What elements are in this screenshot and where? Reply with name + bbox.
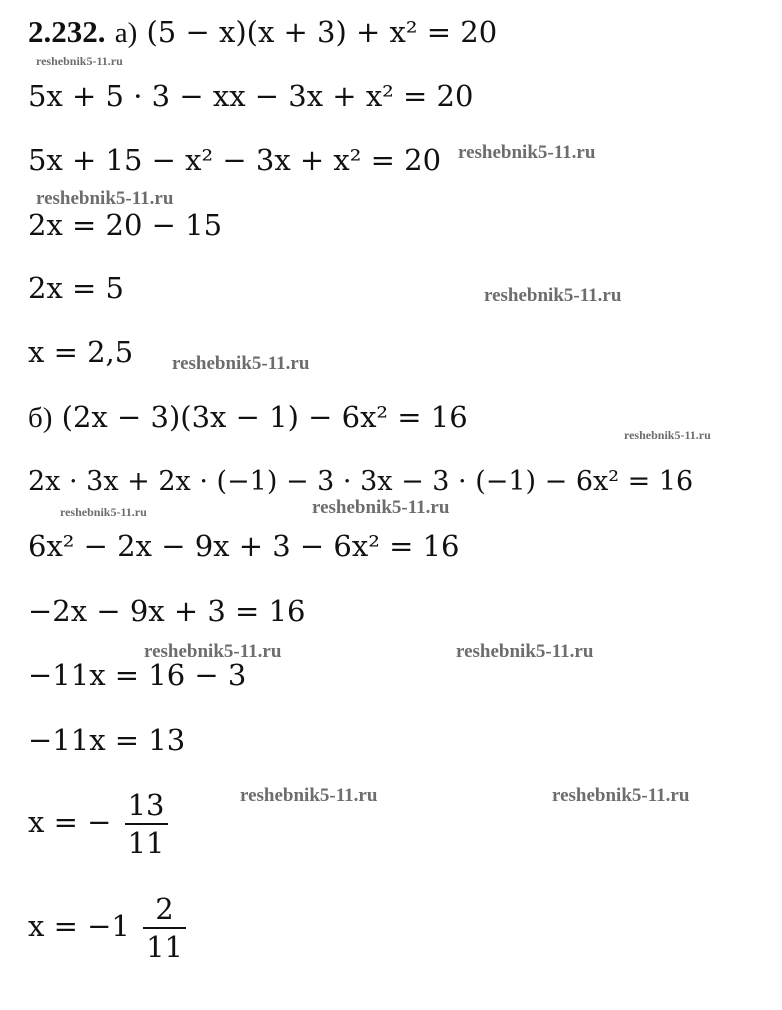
part-a-step-3: 2x = 20 − 15	[28, 208, 223, 242]
part-b-label: б)	[28, 402, 53, 434]
result-1-numerator: 13	[125, 787, 168, 825]
part-a-step-1: 5x + 5 · 3 − xx − 3x + x² = 20	[28, 79, 474, 113]
part-a-step-5: x = 2,5	[28, 335, 134, 369]
watermark: reshebnik5-11.ru	[36, 54, 123, 68]
watermark: reshebnik5-11.ru	[624, 428, 711, 442]
result-2-fraction	[143, 891, 186, 965]
part-b-equation: (2x − 3)(3x − 1) − 6x² = 16	[61, 400, 468, 434]
part-b-step-1: 2x · 3x + 2x · (−1) − 3 · 3x − 3 · (−1) − 6x² = 16	[28, 466, 694, 497]
watermark: reshebnik5-11.ru	[456, 641, 594, 662]
part-a-label: а)	[114, 17, 138, 49]
watermark: reshebnik5-11.ru	[458, 142, 596, 163]
part-b-step-5: −11x = 13	[28, 723, 186, 757]
part-b-step-3: −2x − 9x + 3 = 16	[28, 594, 306, 628]
result-2-lhs: x = −1	[28, 909, 130, 943]
result-1-fraction	[125, 787, 168, 861]
result-1-lhs: x = −	[28, 805, 112, 839]
part-b-step-2: 6x² − 2x − 9x + 3 − 6x² = 16	[28, 529, 460, 563]
watermark: reshebnik5-11.ru	[144, 641, 282, 662]
watermark: reshebnik5-11.ru	[552, 785, 690, 806]
part-b-step-4: −11x = 16 − 3	[28, 658, 247, 692]
watermark: reshebnik5-11.ru	[172, 353, 310, 374]
result-1-denominator: 11	[127, 826, 165, 860]
part-a-equation: (5 − x)(x + 3) + x² = 20	[146, 15, 498, 49]
watermark: reshebnik5-11.ru	[60, 505, 147, 519]
part-a-step-2: 5x + 15 − x² − 3x + x² = 20	[28, 143, 442, 177]
result-2-numerator: 2	[143, 891, 186, 929]
problem-number: 2.232.	[28, 14, 106, 49]
part-b-result-2	[28, 891, 186, 965]
part-b-result-1	[28, 787, 168, 861]
watermark: reshebnik5-11.ru	[312, 497, 450, 518]
part-b-header	[28, 399, 468, 436]
result-2-denominator: 11	[146, 930, 183, 964]
problem-header	[28, 14, 497, 51]
watermark: reshebnik5-11.ru	[240, 785, 378, 806]
part-a-step-4: 2x = 5	[28, 271, 124, 305]
watermark: reshebnik5-11.ru	[36, 188, 174, 209]
watermark: reshebnik5-11.ru	[484, 285, 622, 306]
